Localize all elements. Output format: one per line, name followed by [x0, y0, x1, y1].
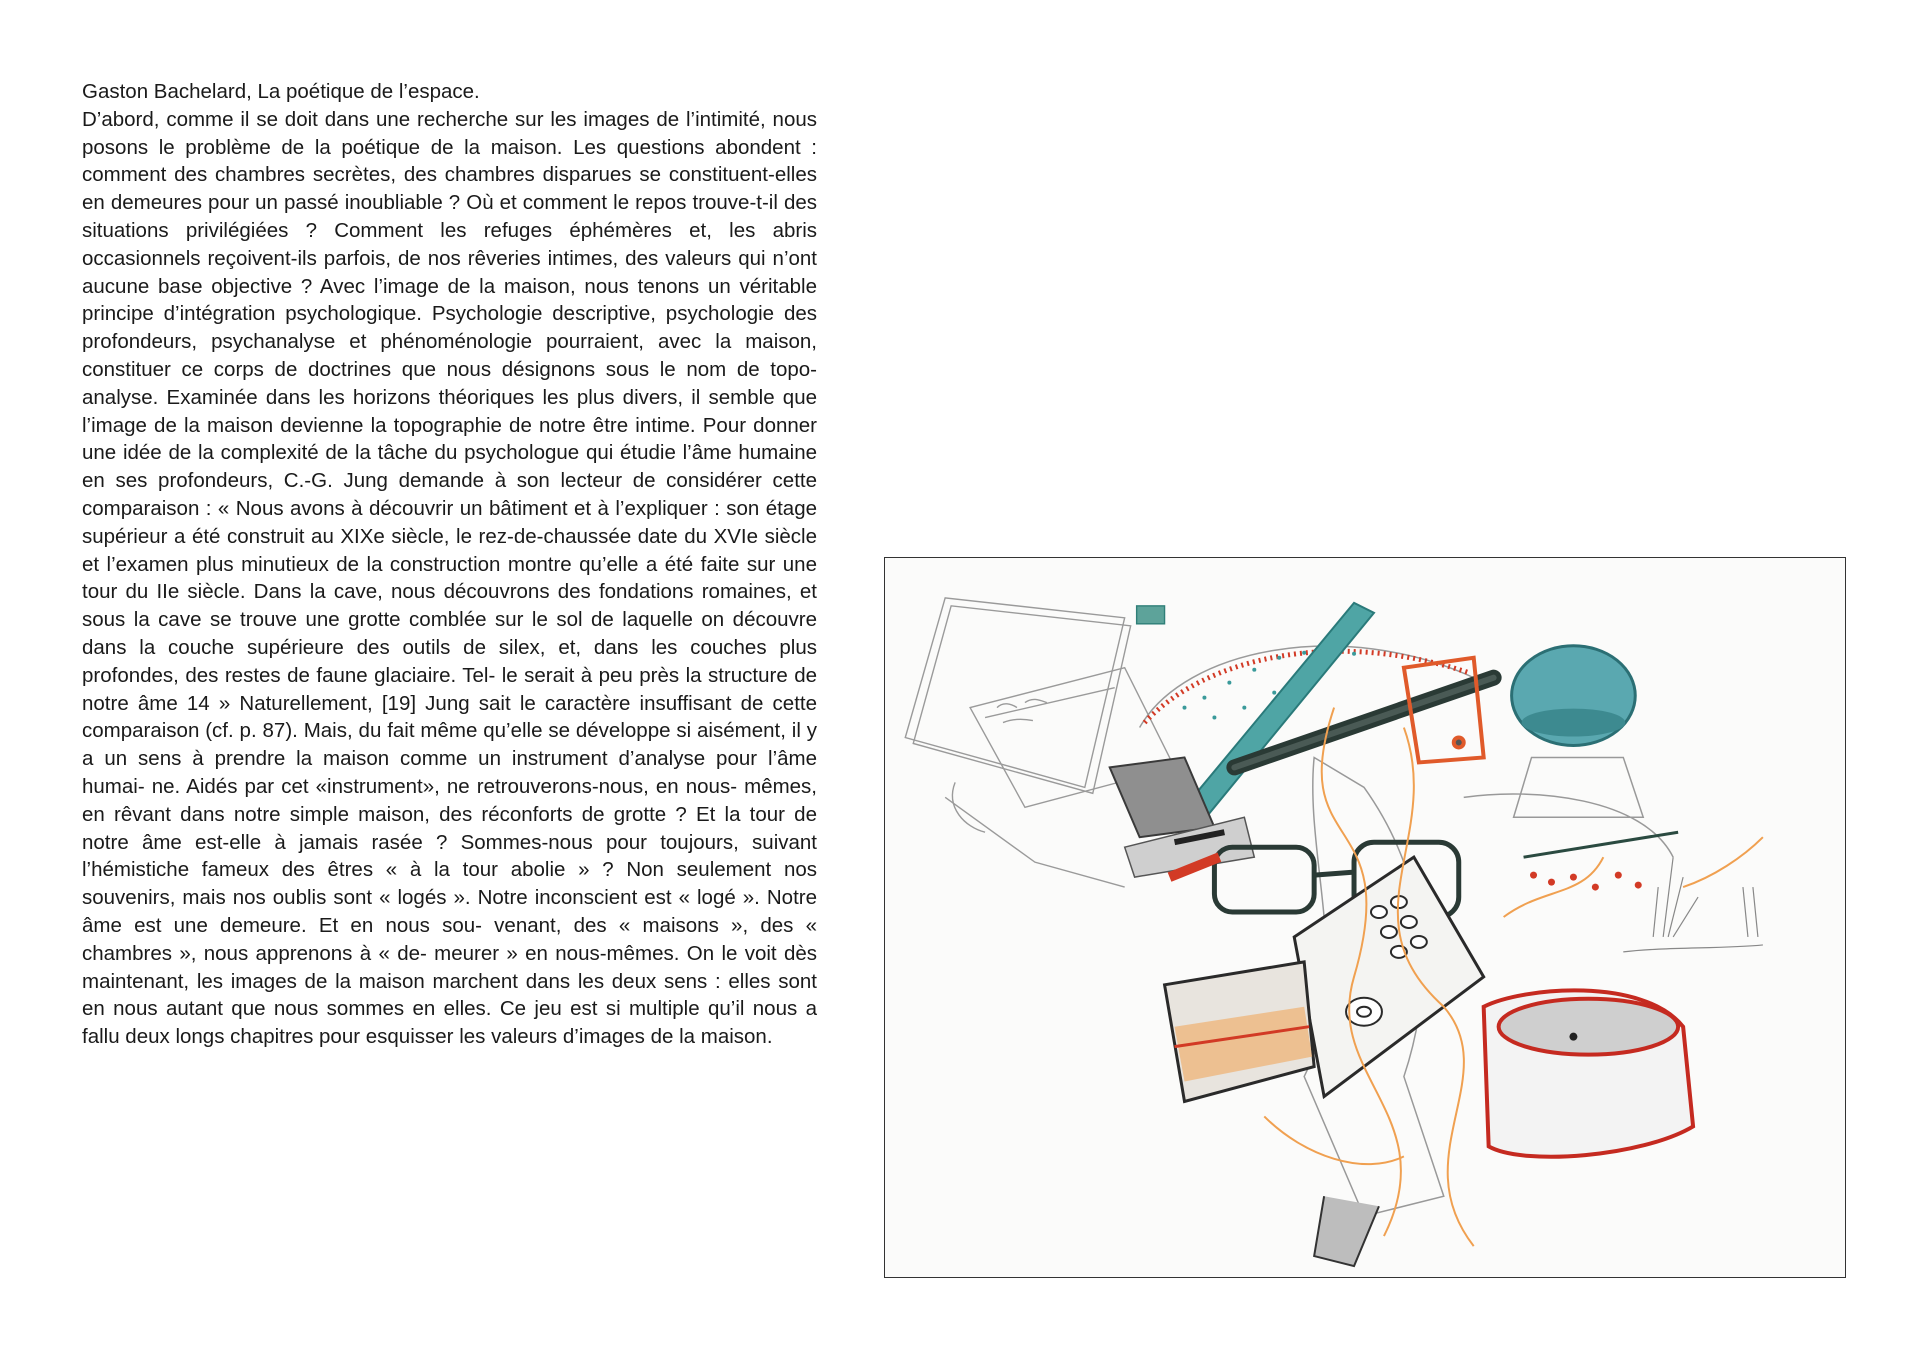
remote-control-sketch: [1294, 857, 1483, 1096]
text-column: [82, 78, 817, 1051]
pencil-drawing-illustration: [884, 557, 1846, 1278]
bowl-red-sketch: [1484, 990, 1693, 1156]
document-title: Gaston Bachelard, La poétique de l’espace.: [82, 80, 480, 103]
drawing-svg: [885, 558, 1845, 1277]
document-body: D’abord, comme il se doit dans une recherche sur les images de l’intimité, nous posons le problème de la poétique de la maison. Les questions abondent : comment des chambres secrètes, des chambres disparues se constituent-elles en demeures pour un passé inoubliable ? Où et comment le repos trouve-t-il des situations privilégiées ? Comment les refuges éphémères et, les abris occasionnels reçoivent-ils parfois, de nos rêveries intimes, des valeurs qui n’ont aucune base objective ? Avec l’image de la maison, nous tenons un véritable principe d’intégration psychologique. Psychologie descriptive, psychologie des profondeurs, psychanalyse et phénoménologie pourraient, avec la maison, constituer ce corps de doctrines que nous désignons sous le nom de topo-analyse. Examinée dans les horizons théoriques les plus divers, il semble que l’image de la maison devienne la topographie de notre être intime. Pour donner une idée de la complexité de la tâche du psychologue qui étudie l’âme humaine en ses profondeurs, C.-G. Jung demande à son lecteur de considérer cette comparaison : « Nous avons à découvrir un bâtiment et à l’expliquer : son étage supérieur a été construit au XIXe siècle, le rez-de-chaussée date du XVIe siècle et l’examen plus minutieux de la construction montre qu’elle a été faite sur une tour du IIe siècle. Dans la cave, nous découvrons des fondations romaines, et sous la cave se trouve une grotte comblée sur le sol de laquelle on découvre dans la couche supérieure des outils de silex, et, dans les couches plus profondes, des restes de faune glaciaire. Tel- le serait à peu près la structure de notre âme 14 » Naturellement, [19] Jung sait le caractère insuffisant de cette comparaison (cf. p. 87). Mais, du fait même qu’elle se développe si aisément, il y a un sens à prendre la maison comme un instrument d’analyse pour l’âme humai- ne. Aidés par cet «instrument», ne retrouverons-nous, en nous- mêmes, en rêvant dans notre simple maison, des réconforts de grotte ? Et la tour de notre âme est-elle à jamais rasée ? Sommes-nous pour toujours, suivant l’hémistiche fameux des êtres « à la tour abolie » ? Non seulement nos souvenirs, mais nos oublis sont « logés ». Notre inconscient est « logé ». Notre âme est une demeure. Et en nous sou- venant, des « maisons », des « chambres », nous apprenons à « de- meurer » en nous-mêmes. On le voit dès maintenant, les images de la maison marchent dans les deux sens : elles sont en nous autant que nous sommes en elles. Ce jeu est si multiple qu’il nous a fallu deux longs chapitres pour esquisser les valeurs d’images de la maison.: [82, 107, 817, 1049]
paper-sheets-sketch: [905, 598, 1174, 887]
bowl-left-sketch: [1165, 962, 1315, 1102]
